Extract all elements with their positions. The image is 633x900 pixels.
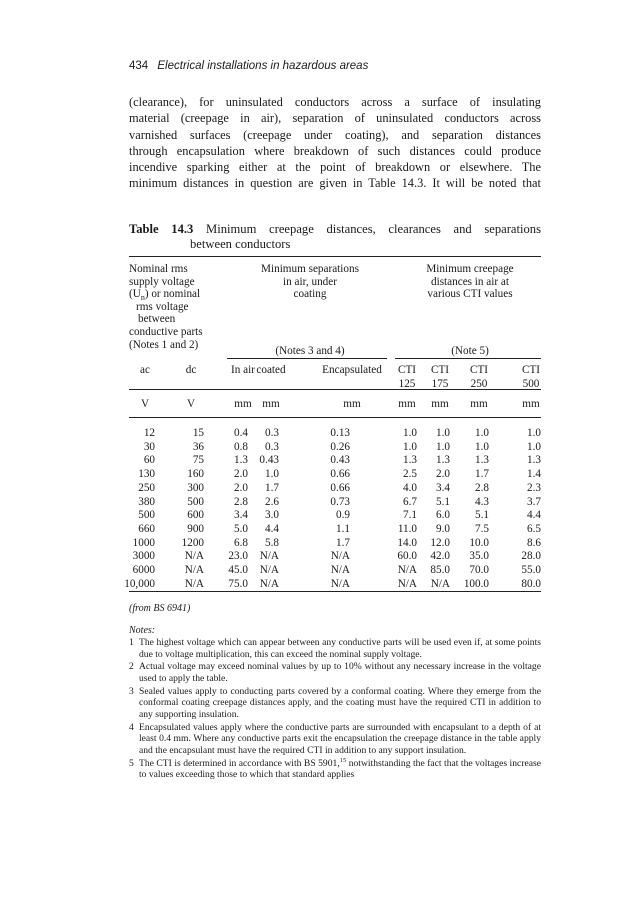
table-cell: 36 [192, 440, 204, 453]
column-header: CTI [521, 364, 541, 376]
table-cell: 2.3 [527, 481, 541, 494]
table-cell: 7.5 [475, 522, 489, 535]
table-cell: 1.0 [436, 427, 450, 439]
table-cell: N/A [259, 564, 279, 576]
table-cell: 1.3 [475, 454, 489, 467]
table-cell: 380 [138, 495, 155, 508]
unit-label: mm [343, 398, 361, 410]
table-title-line1: Minimum creepage distances, clearances and separations [206, 222, 542, 236]
table-cell: 1.0 [403, 440, 417, 453]
table-cell: 0.3 [265, 440, 279, 453]
table-cell: N/A [259, 550, 279, 563]
table-cell: 1.3 [436, 454, 450, 467]
table-cell: 5.8 [265, 536, 279, 549]
unit-label: V [140, 398, 150, 410]
table-cell: 0.4 [234, 427, 248, 439]
page-number: 434 [129, 60, 149, 72]
table-cell: 60 [143, 454, 155, 467]
cti-value: 500 [522, 378, 540, 390]
table-cell: 75 [192, 454, 204, 467]
table-cell: 0.43 [330, 454, 350, 467]
table-cell: 3.7 [527, 495, 541, 508]
body-line: minimum distances in question are given in Table 14.3. It will be noted that [129, 176, 541, 191]
table-cell: 5.0 [234, 522, 248, 535]
table-cell: 3.4 [436, 481, 450, 494]
table-cell: 1.4 [527, 468, 541, 481]
notes-title: Notes: [129, 625, 156, 636]
table-cell: 1200 [181, 536, 204, 549]
body-line: (clearance), for uninsulated conductors across a surface of insulating [129, 95, 541, 109]
cti-value: 250 [470, 378, 488, 390]
table-cell: 4.3 [475, 495, 489, 508]
cti-value: 175 [431, 378, 449, 390]
table-cell: 160 [187, 468, 204, 481]
table-cell: 8.6 [527, 536, 541, 549]
table-cell: 23.0 [228, 550, 248, 563]
column-header: coated [256, 364, 286, 376]
column-header: CTI [430, 364, 450, 376]
column-header: dc [185, 364, 197, 376]
table-cell: 6.0 [436, 509, 450, 522]
table-cell: N/A [184, 577, 204, 590]
table-cell: 55.0 [521, 564, 541, 576]
table-cell: 500 [187, 495, 204, 508]
table-cell: 0.26 [330, 440, 350, 453]
table-cell: 0.3 [265, 427, 279, 439]
table-cell: 15 [192, 427, 204, 439]
group-rule-separations [227, 358, 387, 359]
table-cell: 2.0 [436, 468, 450, 481]
column-header: ac [140, 364, 150, 376]
note-item: 4 Encapsulated values apply where the conductive parts are surrounded with encapsulant to a depth of at least 0.4 mm. Where any conductive parts exit the encapsulation the creepage distance in the table apply and the encapsulant must have the required CTI in addition to any support insulation. [129, 721, 541, 756]
note-item: 3 Sealed values apply to conducting parts covered by a conformal coating. Where they emerge from the conformal coating creepage distances apply, and the coating must have the required CTI in addition to any supporting insulation. [129, 685, 541, 720]
table-caption [129, 222, 541, 252]
table-cell: 12.0 [430, 536, 450, 549]
unit-label: mm [398, 398, 416, 410]
table-title-line2: between conductors [190, 237, 291, 251]
table-cell: 1.3 [234, 454, 248, 467]
table-cell: 70.0 [469, 564, 489, 576]
table-cell: 60.0 [397, 550, 417, 563]
table-cell: 1.3 [527, 454, 541, 467]
table-cell: 1.7 [336, 536, 350, 549]
table-cell: 4.0 [403, 481, 417, 494]
body-line: varnished surfaces (creepage under coating), and separation distances [129, 127, 541, 142]
table-cell: N/A [184, 564, 204, 576]
table-cell: 6.5 [527, 522, 541, 535]
table-cell: 2.6 [265, 495, 279, 508]
table-cell: 2.5 [403, 468, 417, 481]
table-cell: 1.3 [403, 454, 417, 467]
table-cell: 5.1 [475, 509, 489, 522]
header-nominal: Nominal rms supply voltage $(U_n)$ or nominal rms voltage between conductive parts (Notes 1 and 2) [129, 263, 203, 351]
table-cell: 2.8 [234, 495, 248, 508]
column-header: CTI [469, 364, 489, 376]
table-cell: 6.8 [234, 536, 248, 549]
unit-label: mm [522, 398, 540, 410]
table-cell: N/A [330, 550, 350, 563]
table-cell: 0.13 [330, 427, 350, 439]
unit-label: V [186, 398, 196, 410]
table-cell: 6.7 [403, 495, 417, 508]
table-cell: 1.0 [475, 427, 489, 439]
table-cell: 2.8 [475, 481, 489, 494]
table-cell: N/A [397, 577, 417, 590]
body-line: material (creepage in air), separation of uninsulated conductors across [129, 111, 541, 126]
table-cell: 3.4 [234, 509, 248, 522]
table-cell: 1.7 [475, 468, 489, 481]
table-cell: 6000 [132, 564, 155, 576]
table-cell: N/A [330, 564, 350, 576]
note-item: 2 Actual voltage may exceed nominal values by up to 10% without any necessary increase in the voltage used to apply the table. [129, 661, 541, 684]
cti-value: 125 [398, 378, 416, 390]
table-cell: 14.0 [397, 536, 417, 549]
table-cell: 5.1 [436, 495, 450, 508]
header-min-separations: Minimum separations in air, under coating [261, 263, 359, 301]
table-cell: 1.0 [265, 468, 279, 481]
table-cell: 11.0 [397, 522, 417, 535]
table-source: (from BS 6941) [129, 603, 191, 614]
table-cell: N/A [184, 550, 204, 563]
table-cell: 10.0 [469, 536, 489, 549]
header-bottom-rule [129, 389, 541, 390]
table-cell: 0.43 [259, 454, 279, 467]
table-cell: 1.1 [336, 522, 350, 535]
table-bottom-rule [129, 591, 541, 592]
notes-list [129, 637, 541, 782]
table-cell: 1.0 [527, 440, 541, 453]
table-cell: 250 [138, 481, 155, 494]
unit-label: mm [470, 398, 488, 410]
table-cell: 75.0 [228, 577, 248, 590]
table-cell: 28.0 [521, 550, 541, 563]
table-cell: 1.0 [436, 440, 450, 453]
table-cell: 1000 [132, 536, 155, 549]
body-paragraph [129, 94, 541, 192]
table-label: Table 14.3 [129, 222, 194, 236]
body-line: through encapsulation where breakdown of such distances could produce [129, 143, 541, 158]
table-cell: 12 [143, 427, 155, 439]
table-cell: 45.0 [228, 564, 248, 576]
table-cell: 0.66 [330, 481, 350, 494]
table-cell: 35.0 [469, 550, 489, 563]
table-cell: 4.4 [265, 522, 279, 535]
table-cell: 10,000 [124, 577, 155, 590]
column-header: In air [231, 364, 255, 376]
table-cell: 9.0 [436, 522, 450, 535]
table-cell: 3000 [132, 550, 155, 563]
table-cell: 85.0 [430, 564, 450, 576]
column-header: Encapsulated [322, 364, 382, 376]
header-min-separations-note: (Notes 3 and 4) [275, 345, 345, 357]
header-min-creepage: Minimum creepage distances in air at various CTI values [426, 263, 514, 301]
table-cell: N/A [397, 564, 417, 576]
table-cell: 100.0 [463, 577, 489, 590]
table-cell: 7.1 [403, 509, 417, 522]
table-cell: 130 [138, 468, 155, 481]
table-cell: 0.66 [330, 468, 350, 481]
table-cell: 42.0 [430, 550, 450, 563]
body-line: incendive sparking either at the point of breakdown or elsewhere. The [129, 160, 541, 175]
note-item: 5 The CTI is determined in accordance with BS 5901,15 notwithstanding the fact that the voltages increase to values exceeding those to which that standard applies [129, 756, 541, 781]
note-item: 1 The highest voltage which can appear between any conductive parts will be used even if, at some points due to voltage multiplication, this can exceed the nominal supply voltage. [129, 637, 541, 660]
unit-label: mm [234, 398, 252, 410]
table-top-rule [129, 256, 541, 257]
column-header: CTI [397, 364, 417, 376]
table-cell: 1.0 [403, 427, 417, 439]
group-rule-creepage [395, 358, 541, 359]
unit-label: mm [431, 398, 449, 410]
table-cell: 1.7 [265, 481, 279, 494]
table-cell: 2.0 [234, 481, 248, 494]
table-cell: 1.0 [527, 427, 541, 439]
unit-label: mm [262, 398, 280, 410]
chapter-title: Electrical installations in hazardous areas [157, 60, 369, 72]
table-cell: 0.73 [330, 495, 350, 508]
header-min-creepage-note: (Note 5) [451, 345, 489, 357]
table-cell: N/A [330, 577, 350, 590]
running-head [129, 60, 368, 72]
table-cell: 0.9 [336, 509, 350, 522]
table-cell: 300 [187, 481, 204, 494]
table-cell: 660 [138, 522, 155, 535]
units-bottom-rule [129, 417, 541, 418]
table-cell: N/A [259, 577, 279, 590]
table-cell: 80.0 [521, 577, 541, 590]
table-cell: N/A [430, 577, 450, 590]
table-cell: 4.4 [527, 509, 541, 522]
table-cell: 3.0 [265, 509, 279, 522]
table-cell: 600 [187, 509, 204, 522]
table-cell: 900 [187, 522, 204, 535]
table-cell: 2.0 [234, 468, 248, 481]
table-cell: 1.0 [475, 440, 489, 453]
table-cell: 30 [143, 440, 155, 453]
table-cell: 0.8 [234, 440, 248, 453]
table-cell: 500 [138, 509, 155, 522]
